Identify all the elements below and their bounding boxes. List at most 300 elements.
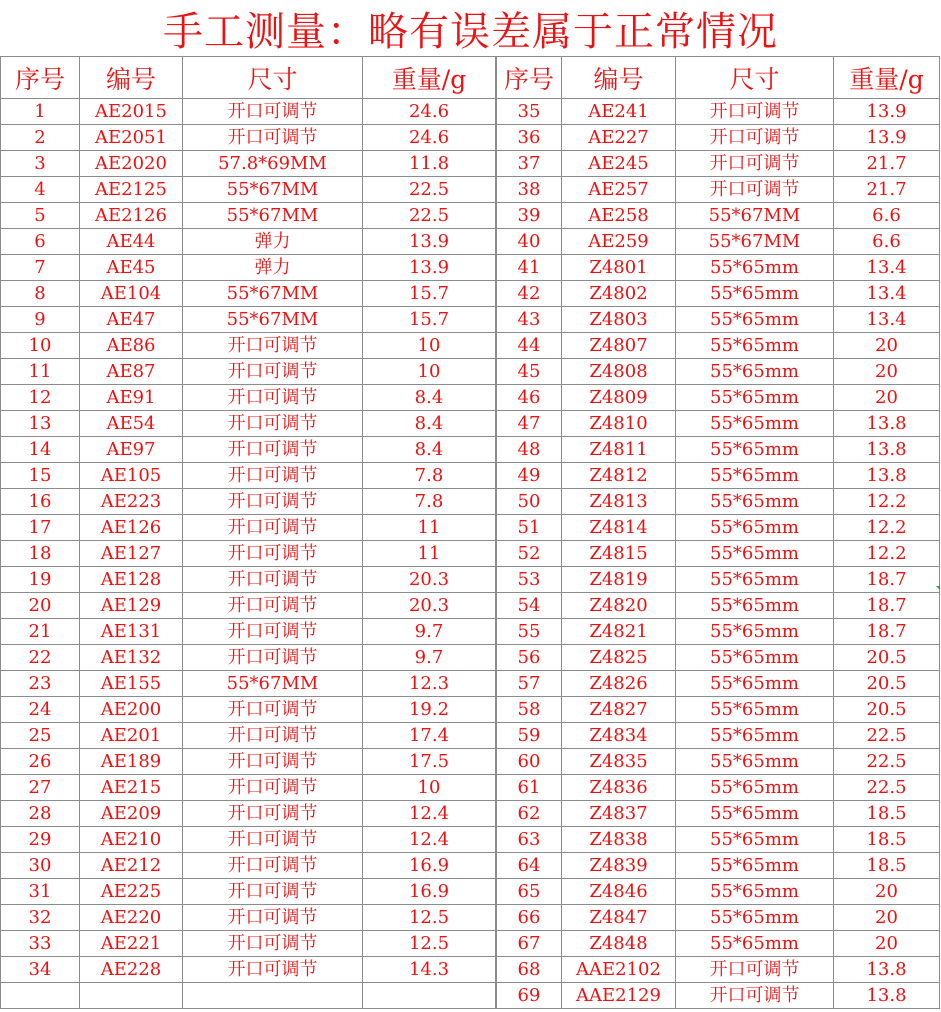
cell-size-right[interactable]: 55*67MM: [676, 229, 834, 255]
cell-weight-right[interactable]: 12.2: [834, 541, 940, 567]
cell-weight-right[interactable]: 20: [834, 359, 940, 385]
cell-size-left[interactable]: 开口可调节: [183, 359, 363, 385]
header-size-left[interactable]: 尺寸: [183, 57, 363, 99]
cell-code-right[interactable]: Z4809: [562, 385, 676, 411]
cell-size-right[interactable]: 55*65mm: [676, 905, 834, 931]
cell-size-left[interactable]: 开口可调节: [183, 697, 363, 723]
cell-index-left[interactable]: 20: [1, 593, 80, 619]
cell-size-right[interactable]: 55*65mm: [676, 697, 834, 723]
cell-code-left[interactable]: AE97: [80, 437, 183, 463]
cell-code-right[interactable]: AE227: [562, 125, 676, 151]
table-row: [1, 385, 940, 411]
cell-index-left[interactable]: 19: [1, 567, 80, 593]
cell-size-left[interactable]: 55*67MM: [183, 177, 363, 203]
cell-size-left[interactable]: 开口可调节: [183, 541, 363, 567]
cell-size-left[interactable]: 开口可调节: [183, 567, 363, 593]
cell-weight-left[interactable]: 24.6: [363, 125, 496, 151]
cell-index-right[interactable]: 37: [497, 151, 562, 177]
cell-size-left[interactable]: 开口可调节: [183, 645, 363, 671]
cell-index-left[interactable]: 22: [1, 645, 80, 671]
cell-weight-right[interactable]: 13.4: [834, 281, 940, 307]
cell-index-left[interactable]: 32: [1, 905, 80, 931]
cell-index-right[interactable]: 69: [497, 983, 562, 1009]
cell-comment-marker: [936, 586, 940, 590]
cell-code-right[interactable]: Z4819: [562, 567, 676, 593]
cell-index-right[interactable]: 64: [497, 853, 562, 879]
cell-weight-left[interactable]: 10: [363, 359, 496, 385]
cell-weight-left[interactable]: 12.3: [363, 671, 496, 697]
cell-size-left[interactable]: 开口可调节: [183, 957, 363, 983]
cell-index-right[interactable]: 48: [497, 437, 562, 463]
cell-size-left[interactable]: 55*67MM: [183, 671, 363, 697]
header-code-right[interactable]: 编号: [562, 57, 676, 99]
cell-code-left[interactable]: AE104: [80, 281, 183, 307]
cell-weight-left[interactable]: 17.5: [363, 749, 496, 775]
cell-weight-right[interactable]: 13.8: [834, 463, 940, 489]
cell-index-right[interactable]: 42: [497, 281, 562, 307]
cell-index-right[interactable]: 66: [497, 905, 562, 931]
cell-weight-left[interactable]: 13.9: [363, 255, 496, 281]
cell-weight-right[interactable]: 20: [834, 385, 940, 411]
table-row: [1, 99, 940, 125]
cell-index-left[interactable]: 13: [1, 411, 80, 437]
cell-code-right[interactable]: AE258: [562, 203, 676, 229]
cell-code-left[interactable]: AE2020: [80, 151, 183, 177]
cell-index-right[interactable]: 36: [497, 125, 562, 151]
cell-weight-right[interactable]: 13.8: [834, 437, 940, 463]
cell-index-right[interactable]: 59: [497, 723, 562, 749]
cell-size-left[interactable]: 开口可调节: [183, 905, 363, 931]
header-size-right[interactable]: 尺寸: [676, 57, 834, 99]
header-weight-left[interactable]: 重量/g: [363, 57, 496, 99]
cell-size-right[interactable]: 55*65mm: [676, 593, 834, 619]
cell-size-left[interactable]: 开口可调节: [183, 125, 363, 151]
cell-size-right[interactable]: 55*65mm: [676, 359, 834, 385]
cell-size-left[interactable]: 开口可调节: [183, 385, 363, 411]
cell-index-right[interactable]: 52: [497, 541, 562, 567]
cell-weight-right[interactable]: 22.5: [834, 775, 940, 801]
cell-code-left[interactable]: AE105: [80, 463, 183, 489]
cell-size-right[interactable]: 55*65mm: [676, 879, 834, 905]
cell-code-left[interactable]: AE2126: [80, 203, 183, 229]
cell-size-left[interactable]: 开口可调节: [183, 879, 363, 905]
cell-code-right[interactable]: Z4807: [562, 333, 676, 359]
cell-weight-right[interactable]: 18.7: [834, 619, 940, 645]
cell-code-right[interactable]: Z4811: [562, 437, 676, 463]
cell-size-right[interactable]: 55*65mm: [676, 567, 834, 593]
cell-code-left[interactable]: AE126: [80, 515, 183, 541]
cell-code-left[interactable]: AE129: [80, 593, 183, 619]
cell-size-right[interactable]: 55*65mm: [676, 255, 834, 281]
cell-size-left[interactable]: 开口可调节: [183, 723, 363, 749]
cell-size-left[interactable]: 弹力: [183, 255, 363, 281]
cell-code-right[interactable]: Z4826: [562, 671, 676, 697]
cell-index-left[interactable]: 2: [1, 125, 80, 151]
cell-index-left[interactable]: 10: [1, 333, 80, 359]
cell-index-right[interactable]: 56: [497, 645, 562, 671]
cell-size-left[interactable]: 开口可调节: [183, 775, 363, 801]
cell-weight-left[interactable]: 9.7: [363, 619, 496, 645]
cell-size-right[interactable]: 55*65mm: [676, 645, 834, 671]
cell-index-right[interactable]: 49: [497, 463, 562, 489]
cell-size-right[interactable]: 55*65mm: [676, 827, 834, 853]
cell-index-right[interactable]: 40: [497, 229, 562, 255]
cell-index-right[interactable]: 54: [497, 593, 562, 619]
cell-weight-left[interactable]: 8.4: [363, 411, 496, 437]
cell-weight-left[interactable]: 17.4: [363, 723, 496, 749]
cell-size-left[interactable]: 弹力: [183, 229, 363, 255]
cell-index-right[interactable]: 38: [497, 177, 562, 203]
cell-index-left[interactable]: 24: [1, 697, 80, 723]
cell-size-left[interactable]: 55*67MM: [183, 203, 363, 229]
cell-code-right[interactable]: Z4820: [562, 593, 676, 619]
cell-index-right[interactable]: 45: [497, 359, 562, 385]
cell-code-right[interactable]: Z4802: [562, 281, 676, 307]
cell-weight-left[interactable]: 12.5: [363, 905, 496, 931]
cell-index-left[interactable]: 7: [1, 255, 80, 281]
table-row: [1, 151, 940, 177]
cell-weight-right[interactable]: 18.5: [834, 827, 940, 853]
cell-index-left[interactable]: 17: [1, 515, 80, 541]
cell-weight-right[interactable]: 20: [834, 879, 940, 905]
table-row: [1, 723, 940, 749]
cell-code-left[interactable]: AE45: [80, 255, 183, 281]
cell-index-left[interactable]: 14: [1, 437, 80, 463]
cell-size-right[interactable]: 55*65mm: [676, 749, 834, 775]
cell-code-right[interactable]: Z4808: [562, 359, 676, 385]
cell-size-right[interactable]: 开口可调节: [676, 99, 834, 125]
cell-weight-left[interactable]: 14.3: [363, 957, 496, 983]
cell-index-right[interactable]: 62: [497, 801, 562, 827]
cell-code-left[interactable]: [80, 983, 183, 1009]
cell-index-left[interactable]: 16: [1, 489, 80, 515]
cell-weight-left[interactable]: 19.2: [363, 697, 496, 723]
cell-weight-left[interactable]: 7.8: [363, 489, 496, 515]
cell-weight-right[interactable]: 20.5: [834, 645, 940, 671]
cell-weight-right[interactable]: 13.8: [834, 983, 940, 1009]
cell-code-right[interactable]: AE241: [562, 99, 676, 125]
cell-weight-right[interactable]: 20: [834, 905, 940, 931]
cell-size-right[interactable]: 开口可调节: [676, 125, 834, 151]
cell-size-right[interactable]: 55*65mm: [676, 307, 834, 333]
cell-index-left[interactable]: 21: [1, 619, 80, 645]
cell-code-left[interactable]: AE223: [80, 489, 183, 515]
cell-code-left[interactable]: AE91: [80, 385, 183, 411]
cell-code-left[interactable]: AE2125: [80, 177, 183, 203]
table-row: [1, 333, 940, 359]
cell-size-left[interactable]: 开口可调节: [183, 411, 363, 437]
cell-code-right[interactable]: Z4827: [562, 697, 676, 723]
cell-index-left[interactable]: 1: [1, 99, 80, 125]
cell-code-left[interactable]: AE228: [80, 957, 183, 983]
cell-code-right[interactable]: Z4801: [562, 255, 676, 281]
cell-index-right[interactable]: 46: [497, 385, 562, 411]
cell-index-left[interactable]: 28: [1, 801, 80, 827]
cell-code-left[interactable]: AE209: [80, 801, 183, 827]
cell-index-right[interactable]: 61: [497, 775, 562, 801]
cell-weight-right[interactable]: 12.2: [834, 515, 940, 541]
cell-weight-right[interactable]: 18.7: [834, 593, 940, 619]
cell-code-left[interactable]: AE87: [80, 359, 183, 385]
cell-index-right[interactable]: 68: [497, 957, 562, 983]
cell-weight-left[interactable]: 11.8: [363, 151, 496, 177]
cell-code-right[interactable]: Z4839: [562, 853, 676, 879]
cell-index-right[interactable]: 50: [497, 489, 562, 515]
cell-weight-left[interactable]: 9.7: [363, 645, 496, 671]
header-code-left[interactable]: 编号: [80, 57, 183, 99]
cell-size-right[interactable]: 开口可调节: [676, 151, 834, 177]
cell-weight-left[interactable]: 15.7: [363, 281, 496, 307]
cell-code-right[interactable]: Z4838: [562, 827, 676, 853]
cell-code-left[interactable]: AE221: [80, 931, 183, 957]
cell-code-left[interactable]: AE201: [80, 723, 183, 749]
cell-index-right[interactable]: 57: [497, 671, 562, 697]
cell-weight-left[interactable]: 10: [363, 333, 496, 359]
cell-index-left[interactable]: 4: [1, 177, 80, 203]
cell-code-left[interactable]: AE2051: [80, 125, 183, 151]
cell-size-right[interactable]: 55*65mm: [676, 775, 834, 801]
cell-size-right[interactable]: 55*67MM: [676, 203, 834, 229]
cell-weight-left[interactable]: 8.4: [363, 385, 496, 411]
cell-size-right[interactable]: 55*65mm: [676, 333, 834, 359]
cell-weight-right[interactable]: 6.6: [834, 203, 940, 229]
cell-size-left[interactable]: 55*67MM: [183, 281, 363, 307]
cell-code-left[interactable]: AE47: [80, 307, 183, 333]
cell-index-left[interactable]: 6: [1, 229, 80, 255]
cell-code-left[interactable]: AE225: [80, 879, 183, 905]
cell-weight-left[interactable]: 10: [363, 775, 496, 801]
cell-index-right[interactable]: 39: [497, 203, 562, 229]
cell-index-left[interactable]: 23: [1, 671, 80, 697]
table-body: [1, 99, 940, 1009]
cell-code-right[interactable]: Z4847: [562, 905, 676, 931]
cell-code-right[interactable]: Z4803: [562, 307, 676, 333]
cell-index-left[interactable]: 12: [1, 385, 80, 411]
cell-weight-right[interactable]: 20: [834, 931, 940, 957]
cell-weight-left[interactable]: 7.8: [363, 463, 496, 489]
cell-size-right[interactable]: 55*65mm: [676, 723, 834, 749]
cell-weight-left[interactable]: 16.9: [363, 879, 496, 905]
cell-size-right[interactable]: 开口可调节: [676, 177, 834, 203]
cell-weight-left[interactable]: 13.9: [363, 229, 496, 255]
cell-code-right[interactable]: AAE2102: [562, 957, 676, 983]
cell-weight-right[interactable]: 22.5: [834, 749, 940, 775]
cell-code-left[interactable]: AE44: [80, 229, 183, 255]
cell-weight-right[interactable]: 20.5: [834, 697, 940, 723]
cell-weight-right[interactable]: 22.5: [834, 723, 940, 749]
cell-weight-left[interactable]: 12.5: [363, 931, 496, 957]
cell-index-left[interactable]: 31: [1, 879, 80, 905]
cell-size-left[interactable]: 开口可调节: [183, 801, 363, 827]
cell-weight-left[interactable]: 11: [363, 541, 496, 567]
cell-index-left[interactable]: 33: [1, 931, 80, 957]
cell-weight-left[interactable]: 24.6: [363, 99, 496, 125]
cell-weight-left[interactable]: 12.4: [363, 801, 496, 827]
cell-size-right[interactable]: 55*65mm: [676, 463, 834, 489]
cell-index-right[interactable]: 47: [497, 411, 562, 437]
cell-weight-left[interactable]: 12.4: [363, 827, 496, 853]
cell-index-right[interactable]: 60: [497, 749, 562, 775]
cell-size-left[interactable]: 开口可调节: [183, 489, 363, 515]
cell-code-right[interactable]: Z4837: [562, 801, 676, 827]
header-row: [1, 57, 940, 99]
cell-size-left[interactable]: 开口可调节: [183, 515, 363, 541]
cell-size-left[interactable]: 开口可调节: [183, 593, 363, 619]
cell-code-left[interactable]: AE220: [80, 905, 183, 931]
cell-code-right[interactable]: Z4812: [562, 463, 676, 489]
cell-weight-right[interactable]: 18.5: [834, 801, 940, 827]
cell-code-left[interactable]: AE210: [80, 827, 183, 853]
cell-code-left[interactable]: AE86: [80, 333, 183, 359]
cell-weight-right[interactable]: 18.5: [834, 853, 940, 879]
cell-weight-left[interactable]: [363, 983, 496, 1009]
cell-weight-left[interactable]: 22.5: [363, 203, 496, 229]
cell-index-right[interactable]: 58: [497, 697, 562, 723]
cell-size-left[interactable]: 开口可调节: [183, 931, 363, 957]
cell-size-right[interactable]: 55*65mm: [676, 619, 834, 645]
cell-code-left[interactable]: AE189: [80, 749, 183, 775]
cell-code-right[interactable]: Z4815: [562, 541, 676, 567]
table-row: [1, 957, 940, 983]
cell-index-left[interactable]: 30: [1, 853, 80, 879]
cell-code-right[interactable]: Z4848: [562, 931, 676, 957]
table-row: [1, 827, 940, 853]
cell-index-left[interactable]: 5: [1, 203, 80, 229]
header-index-right[interactable]: 序号: [497, 57, 562, 99]
cell-weight-left[interactable]: 16.9: [363, 853, 496, 879]
cell-code-right[interactable]: Z4813: [562, 489, 676, 515]
cell-index-left[interactable]: 9: [1, 307, 80, 333]
cell-code-left[interactable]: AE215: [80, 775, 183, 801]
cell-size-left[interactable]: [183, 983, 363, 1009]
cell-index-left[interactable]: [1, 983, 80, 1009]
cell-size-left[interactable]: 开口可调节: [183, 853, 363, 879]
cell-index-left[interactable]: 11: [1, 359, 80, 385]
cell-index-left[interactable]: 25: [1, 723, 80, 749]
cell-index-right[interactable]: 43: [497, 307, 562, 333]
cell-size-right[interactable]: 55*65mm: [676, 489, 834, 515]
table-row: [1, 671, 940, 697]
cell-code-right[interactable]: Z4846: [562, 879, 676, 905]
cell-size-right[interactable]: 55*65mm: [676, 385, 834, 411]
cell-index-left[interactable]: 3: [1, 151, 80, 177]
cell-size-left[interactable]: 开口可调节: [183, 437, 363, 463]
table-row: [1, 593, 940, 619]
cell-index-right[interactable]: 53: [497, 567, 562, 593]
cell-weight-right[interactable]: 6.6: [834, 229, 940, 255]
cell-code-right[interactable]: AE257: [562, 177, 676, 203]
cell-size-left[interactable]: 开口可调节: [183, 463, 363, 489]
cell-code-left[interactable]: AE212: [80, 853, 183, 879]
header-index-left[interactable]: 序号: [1, 57, 80, 99]
cell-weight-right[interactable]: 13.8: [834, 411, 940, 437]
cell-code-left[interactable]: AE131: [80, 619, 183, 645]
cell-size-right[interactable]: 55*65mm: [676, 437, 834, 463]
cell-weight-right[interactable]: 12.2: [834, 489, 940, 515]
cell-code-right[interactable]: AE259: [562, 229, 676, 255]
cell-index-left[interactable]: 27: [1, 775, 80, 801]
cell-weight-left[interactable]: 8.4: [363, 437, 496, 463]
cell-code-right[interactable]: AE245: [562, 151, 676, 177]
cell-weight-left[interactable]: 22.5: [363, 177, 496, 203]
cell-weight-right[interactable]: 21.7: [834, 151, 940, 177]
cell-size-right[interactable]: 55*65mm: [676, 671, 834, 697]
cell-size-right[interactable]: 55*65mm: [676, 281, 834, 307]
cell-size-right[interactable]: 55*65mm: [676, 853, 834, 879]
cell-code-left[interactable]: AE54: [80, 411, 183, 437]
cell-weight-right[interactable]: 13.8: [834, 957, 940, 983]
cell-size-right[interactable]: 55*65mm: [676, 801, 834, 827]
cell-code-right[interactable]: AAE2129: [562, 983, 676, 1009]
cell-weight-left[interactable]: 11: [363, 515, 496, 541]
cell-index-left[interactable]: 34: [1, 957, 80, 983]
cell-size-left[interactable]: 开口可调节: [183, 749, 363, 775]
cell-weight-right[interactable]: 13.9: [834, 99, 940, 125]
cell-size-right[interactable]: 55*65mm: [676, 931, 834, 957]
cell-code-right[interactable]: Z4835: [562, 749, 676, 775]
cell-size-right[interactable]: 开口可调节: [676, 983, 834, 1009]
cell-code-left[interactable]: AE200: [80, 697, 183, 723]
cell-code-left[interactable]: AE127: [80, 541, 183, 567]
cell-index-left[interactable]: 8: [1, 281, 80, 307]
cell-code-left[interactable]: AE155: [80, 671, 183, 697]
cell-weight-left[interactable]: 15.7: [363, 307, 496, 333]
cell-size-left[interactable]: 55*67MM: [183, 307, 363, 333]
cell-index-right[interactable]: 67: [497, 931, 562, 957]
cell-code-right[interactable]: Z4821: [562, 619, 676, 645]
cell-code-right[interactable]: Z4836: [562, 775, 676, 801]
cell-index-right[interactable]: 35: [497, 99, 562, 125]
cell-weight-right[interactable]: 13.4: [834, 255, 940, 281]
cell-size-left[interactable]: 57.8*69MM: [183, 151, 363, 177]
cell-code-right[interactable]: Z4825: [562, 645, 676, 671]
cell-code-left[interactable]: AE128: [80, 567, 183, 593]
cell-size-left[interactable]: 开口可调节: [183, 333, 363, 359]
cell-index-right[interactable]: 41: [497, 255, 562, 281]
cell-weight-right[interactable]: 13.4: [834, 307, 940, 333]
cell-size-left[interactable]: 开口可调节: [183, 827, 363, 853]
cell-code-right[interactable]: Z4810: [562, 411, 676, 437]
cell-index-right[interactable]: 44: [497, 333, 562, 359]
cell-size-right[interactable]: 开口可调节: [676, 957, 834, 983]
cell-weight-right[interactable]: 20.5: [834, 671, 940, 697]
cell-weight-left[interactable]: 20.3: [363, 593, 496, 619]
cell-index-left[interactable]: 26: [1, 749, 80, 775]
cell-index-left[interactable]: 18: [1, 541, 80, 567]
cell-code-right[interactable]: Z4834: [562, 723, 676, 749]
cell-weight-left[interactable]: 20.3: [363, 567, 496, 593]
cell-size-right[interactable]: 55*65mm: [676, 515, 834, 541]
cell-size-right[interactable]: 55*65mm: [676, 411, 834, 437]
cell-index-right[interactable]: 55: [497, 619, 562, 645]
cell-code-right[interactable]: Z4814: [562, 515, 676, 541]
cell-code-left[interactable]: AE132: [80, 645, 183, 671]
cell-index-left[interactable]: 15: [1, 463, 80, 489]
cell-index-right[interactable]: 65: [497, 879, 562, 905]
cell-index-left[interactable]: 29: [1, 827, 80, 853]
cell-size-left[interactable]: 开口可调节: [183, 99, 363, 125]
cell-weight-right[interactable]: 20: [834, 333, 940, 359]
cell-weight-right[interactable]: 18.7: [834, 567, 940, 593]
cell-code-left[interactable]: AE2015: [80, 99, 183, 125]
cell-index-right[interactable]: 63: [497, 827, 562, 853]
cell-weight-right[interactable]: 13.9: [834, 125, 940, 151]
cell-size-right[interactable]: 55*65mm: [676, 541, 834, 567]
cell-size-left[interactable]: 开口可调节: [183, 619, 363, 645]
header-weight-right[interactable]: 重量/g: [834, 57, 940, 99]
cell-index-right[interactable]: 51: [497, 515, 562, 541]
cell-weight-right[interactable]: 21.7: [834, 177, 940, 203]
